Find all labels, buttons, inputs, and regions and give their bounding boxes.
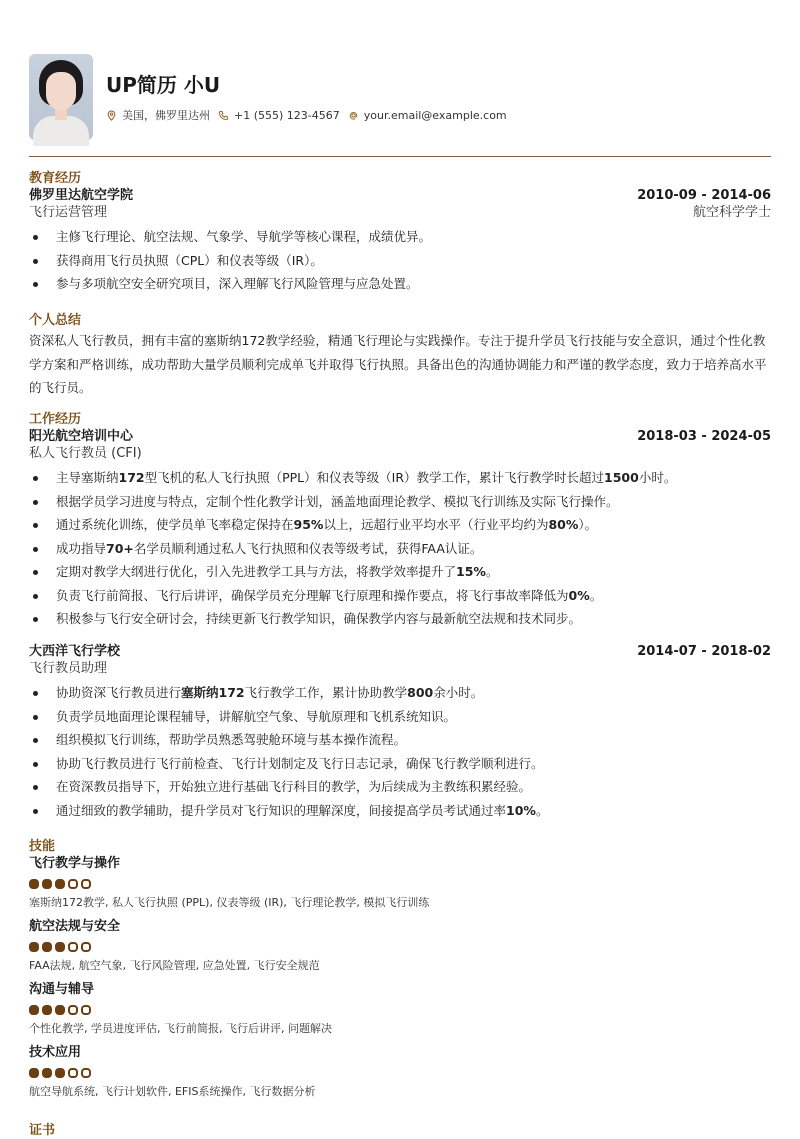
empty-dot-icon [68, 1068, 78, 1078]
skill-name: 技术应用 [29, 1045, 82, 1060]
filled-dot-icon [55, 942, 65, 952]
skill-name: 飞行教学与操作 [29, 856, 121, 871]
company-name: 大西洋飞行学校 [29, 644, 121, 659]
skills-section [29, 838, 771, 1107]
list-item: 协助资深飞行教员进行塞斯纳172飞行教学工作，累计协助教学800余小时。 [29, 681, 771, 705]
filled-dot-icon [42, 1005, 52, 1015]
skill-description: FAA法规, 航空气象, 飞行风险管理, 应急处置, 飞行安全规范 [29, 959, 320, 972]
filled-dot-icon [42, 879, 52, 889]
skill-item [29, 918, 771, 973]
section-title: 工作经历 [29, 412, 82, 427]
list-item: 主导塞斯纳172型飞机的私人飞行执照（PPL）和仪表等级（IR）教学工作，累计飞行教学时长超过1500小时。 [29, 466, 771, 490]
work-bullets [29, 681, 771, 822]
filled-dot-icon [29, 879, 39, 889]
skill-description: 塞斯纳172教学, 私人飞行执照 (PPL), 仪表等级 (IR), 飞行理论教学, 模拟飞行训练 [29, 896, 430, 909]
email [348, 109, 507, 122]
summary-text: 资深私人飞行教员，拥有丰富的塞斯纳172教学经验，精通飞行理论与实践操作。专注于提升学员飞行技能与安全意识，通过个性化教学方案和严格训练，成功帮助大量学员顺利完成单飞并取得飞行执照。具备出色的沟通协调能力和严谨的教学态度，致力于培养高水平的飞行员。 [29, 333, 767, 395]
location [106, 107, 210, 123]
empty-dot-icon [81, 942, 91, 952]
filled-dot-icon [42, 1068, 52, 1078]
at-sign-icon [348, 110, 359, 121]
skill-name: 沟通与辅导 [29, 982, 95, 997]
work-entry-2 [29, 643, 771, 822]
skill-description: 航空导航系统, 飞行计划软件, EFIS系统操作, 飞行数据分析 [29, 1085, 316, 1098]
resume-header [29, 54, 515, 140]
list-item: 获得商用飞行员执照（CPL）和仪表等级（IR）。 [29, 249, 771, 273]
skill-level-rating [29, 1005, 771, 1015]
job-title: 飞行教员助理 [29, 661, 108, 676]
skill-level-rating [29, 942, 771, 952]
empty-dot-icon [68, 942, 78, 952]
education-bullets [29, 225, 771, 296]
list-item: 根据学员学习进度与特点，定制个性化教学计划，涵盖地面理论教学、模拟飞行训练及实际飞行操作。 [29, 490, 771, 514]
filled-dot-icon [29, 942, 39, 952]
empty-dot-icon [81, 1005, 91, 1015]
empty-dot-icon [68, 1005, 78, 1015]
skill-level-rating [29, 879, 771, 889]
section-title: 个人总结 [29, 313, 82, 328]
list-item: 负责学员地面理论课程辅导，讲解航空气象、导航原理和飞机系统知识。 [29, 705, 771, 729]
list-item: 负责飞行前简报、飞行后讲评，确保学员充分理解飞行原理和操作要点，将飞行事故率降低为0%。 [29, 584, 771, 608]
contact-info [106, 107, 515, 123]
list-item: 积极参与飞行安全研讨会，持续更新飞行教学知识，确保教学内容与最新航空法规和技术同步。 [29, 607, 771, 631]
job-title: 私人飞行教员 (CFI) [29, 446, 142, 461]
filled-dot-icon [55, 879, 65, 889]
header-divider [29, 156, 771, 157]
filled-dot-icon [29, 1068, 39, 1078]
major: 飞行运营管理 [29, 205, 108, 220]
phone [218, 109, 340, 122]
location-text: 美国，佛罗里达州 [122, 109, 210, 122]
list-item: 主修飞行理论、航空法规、气象学、导航学等核心课程，成绩优异。 [29, 225, 771, 249]
location-pin-icon [106, 110, 117, 121]
empty-dot-icon [81, 1068, 91, 1078]
list-item: 通过细致的教学辅助，提升学员对飞行知识的理解深度，间接提高学员考试通过率10%。 [29, 799, 771, 823]
summary-section [29, 312, 771, 400]
work-date: 2014-07 - 2018-02 [637, 644, 771, 659]
skill-level-rating [29, 1068, 771, 1078]
skill-item [29, 981, 771, 1036]
candidate-name: UP简历 小U [106, 73, 221, 97]
filled-dot-icon [29, 1005, 39, 1015]
list-item: 在资深教员指导下，开始独立进行基础飞行科目的教学，为后续成为主教练积累经验。 [29, 775, 771, 799]
section-title: 技能 [29, 839, 56, 854]
filled-dot-icon [55, 1068, 65, 1078]
filled-dot-icon [42, 942, 52, 952]
school-name: 佛罗里达航空学院 [29, 188, 134, 203]
list-item: 成功指导70+名学员顺利通过私人飞行执照和仪表等级考试，获得FAA认证。 [29, 537, 771, 561]
list-item: 组织模拟飞行训练，帮助学员熟悉驾驶舱环境与基本操作流程。 [29, 728, 771, 752]
list-item: 参与多项航空安全研究项目，深入理解飞行风险管理与应急处置。 [29, 272, 771, 296]
list-item: 定期对教学大纲进行优化，引入先进教学工具与方法，将教学效率提升了15%。 [29, 560, 771, 584]
list-item: 协助飞行教员进行飞行前检查、飞行计划制定及飞行日志记录，确保飞行教学顺利进行。 [29, 752, 771, 776]
work-section [29, 411, 771, 631]
list-item: 通过系统化训练，使学员单飞率稳定保持在95%以上，远超行业平均水平（行业平均约为80%）。 [29, 513, 771, 537]
phone-icon [218, 110, 229, 121]
filled-dot-icon [55, 1005, 65, 1015]
section-title: 证书 [29, 1123, 56, 1138]
skill-description: 个性化教学, 学员进度评估, 飞行前简报, 飞行后讲评, 问题解决 [29, 1022, 332, 1035]
work-bullets [29, 466, 771, 631]
section-title: 教育经历 [29, 171, 82, 186]
company-name: 阳光航空培训中心 [29, 429, 134, 444]
skill-name: 航空法规与安全 [29, 919, 121, 934]
phone-text: +1 (555) 123-4567 [234, 108, 340, 122]
certificates-section [29, 1122, 771, 1139]
work-date: 2018-03 - 2024-05 [637, 429, 771, 444]
education-date: 2010-09 - 2014-06 [637, 188, 771, 203]
degree: 航空科学学士 [692, 205, 771, 220]
skill-item [29, 1044, 771, 1099]
email-text[interactable]: your.email@example.com [363, 108, 507, 122]
empty-dot-icon [68, 879, 78, 889]
education-section [29, 170, 771, 296]
avatar [29, 54, 93, 140]
skill-item [29, 855, 771, 910]
empty-dot-icon [81, 879, 91, 889]
